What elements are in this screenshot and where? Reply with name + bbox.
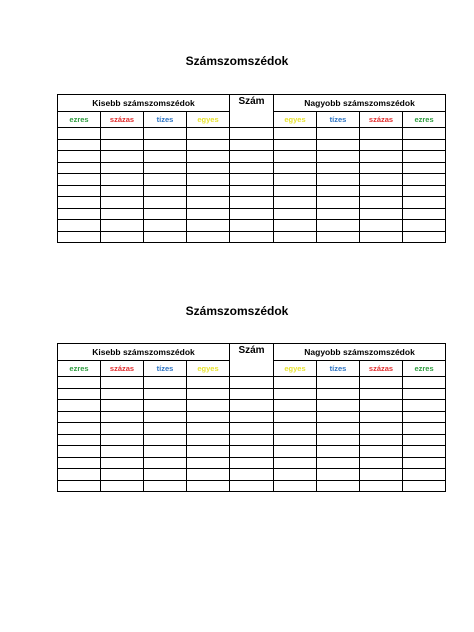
answer-row <box>58 400 446 412</box>
answer-cell[interactable] <box>274 446 317 458</box>
answer-row <box>58 162 446 174</box>
answer-cell[interactable] <box>101 469 144 481</box>
answer-cell[interactable] <box>360 162 403 174</box>
answer-cell[interactable] <box>360 208 403 220</box>
answer-cell[interactable] <box>403 434 446 446</box>
answer-cell[interactable] <box>317 480 360 492</box>
answer-cell[interactable] <box>230 446 274 458</box>
answer-row <box>58 457 446 469</box>
answer-cell[interactable] <box>274 434 317 446</box>
answer-cell[interactable] <box>403 400 446 412</box>
answer-cell[interactable] <box>144 457 187 469</box>
answer-cell[interactable] <box>274 480 317 492</box>
answer-cell[interactable] <box>187 457 230 469</box>
answer-cell[interactable] <box>317 220 360 232</box>
answer-cell[interactable] <box>58 411 101 423</box>
answer-cell[interactable] <box>144 469 187 481</box>
answer-cell[interactable] <box>317 423 360 435</box>
answer-cell[interactable] <box>317 231 360 243</box>
answer-row <box>58 434 446 446</box>
answer-cell[interactable] <box>360 457 403 469</box>
answer-cell[interactable] <box>58 469 101 481</box>
answer-cell[interactable] <box>144 162 187 174</box>
answer-cell[interactable] <box>360 151 403 163</box>
answer-cell[interactable] <box>360 434 403 446</box>
answer-cell[interactable] <box>144 377 187 389</box>
answer-cell[interactable] <box>360 197 403 209</box>
answer-cell[interactable] <box>58 220 101 232</box>
answer-cell[interactable] <box>101 220 144 232</box>
answer-cell[interactable] <box>230 434 274 446</box>
answer-cell[interactable] <box>101 231 144 243</box>
answer-cell[interactable] <box>144 208 187 220</box>
answer-cell[interactable] <box>144 139 187 151</box>
answer-cell[interactable] <box>187 162 230 174</box>
answer-cell[interactable] <box>101 128 144 140</box>
number-header: Szám <box>230 95 274 128</box>
answer-cell[interactable] <box>360 446 403 458</box>
answer-row <box>58 197 446 209</box>
answer-cell[interactable] <box>101 208 144 220</box>
answer-cell[interactable] <box>230 400 274 412</box>
answer-row <box>58 128 446 140</box>
answer-cell[interactable] <box>144 174 187 186</box>
answer-cell[interactable] <box>58 208 101 220</box>
answer-cell[interactable] <box>187 411 230 423</box>
answer-cell[interactable] <box>317 411 360 423</box>
answer-cell[interactable] <box>403 220 446 232</box>
answer-cell[interactable] <box>144 434 187 446</box>
answer-cell[interactable] <box>58 174 101 186</box>
number-header: Szám <box>230 344 274 377</box>
answer-cell[interactable] <box>58 434 101 446</box>
lower-neighbors-header: Kisebb számszomszédok <box>58 95 230 112</box>
answer-cell[interactable] <box>317 185 360 197</box>
answer-cell[interactable] <box>187 446 230 458</box>
answer-cell[interactable] <box>317 197 360 209</box>
answer-cell[interactable] <box>317 208 360 220</box>
answer-cell[interactable] <box>360 423 403 435</box>
column-header-hundreds: százas <box>101 361 144 377</box>
answer-cell[interactable] <box>403 446 446 458</box>
answer-cell[interactable] <box>144 185 187 197</box>
answer-cell[interactable] <box>360 400 403 412</box>
column-header-ones: egyes <box>187 361 230 377</box>
answer-cell[interactable] <box>101 197 144 209</box>
answer-cell[interactable] <box>274 139 317 151</box>
number-neighbors-table <box>57 343 446 492</box>
answer-cell[interactable] <box>101 162 144 174</box>
column-header-thousands: ezres <box>403 112 446 128</box>
answer-cell[interactable] <box>144 220 187 232</box>
answer-cell[interactable] <box>230 208 274 220</box>
answer-row <box>58 139 446 151</box>
answer-row <box>58 469 446 481</box>
answer-row <box>58 411 446 423</box>
answer-cell[interactable] <box>403 411 446 423</box>
answer-cell[interactable] <box>230 457 274 469</box>
answer-cell[interactable] <box>187 128 230 140</box>
number-neighbors-table <box>57 94 446 243</box>
answer-cell[interactable] <box>403 388 446 400</box>
answer-cell[interactable] <box>230 469 274 481</box>
sheet-title: Számszomszédok <box>185 54 289 68</box>
answer-cell[interactable] <box>101 388 144 400</box>
answer-cell[interactable] <box>58 139 101 151</box>
column-header-ones: egyes <box>274 112 317 128</box>
upper-neighbors-header: Nagyobb számszomszédok <box>274 344 446 361</box>
answer-cell[interactable] <box>403 208 446 220</box>
answer-cell[interactable] <box>274 400 317 412</box>
answer-cell[interactable] <box>187 174 230 186</box>
answer-cell[interactable] <box>360 388 403 400</box>
answer-cell[interactable] <box>187 377 230 389</box>
column-header-ones: egyes <box>274 361 317 377</box>
answer-cell[interactable] <box>274 197 317 209</box>
answer-cell[interactable] <box>101 411 144 423</box>
answer-row <box>58 231 446 243</box>
answer-cell[interactable] <box>360 220 403 232</box>
answer-cell[interactable] <box>58 377 101 389</box>
answer-cell[interactable] <box>187 185 230 197</box>
answer-cell[interactable] <box>101 423 144 435</box>
answer-cell[interactable] <box>187 139 230 151</box>
answer-cell[interactable] <box>230 185 274 197</box>
answer-cell[interactable] <box>101 185 144 197</box>
column-header-thousands: ezres <box>58 361 101 377</box>
answer-row <box>58 151 446 163</box>
column-header-thousands: ezres <box>58 112 101 128</box>
answer-cell[interactable] <box>144 231 187 243</box>
answer-cell[interactable] <box>187 423 230 435</box>
answer-cell[interactable] <box>144 400 187 412</box>
answer-cell[interactable] <box>58 423 101 435</box>
answer-cell[interactable] <box>403 457 446 469</box>
answer-cell[interactable] <box>230 162 274 174</box>
answer-cell[interactable] <box>274 423 317 435</box>
answer-cell[interactable] <box>317 388 360 400</box>
lower-neighbors-header: Kisebb számszomszédok <box>58 344 230 361</box>
answer-cell[interactable] <box>317 377 360 389</box>
upper-neighbors-header: Nagyobb számszomszédok <box>274 95 446 112</box>
answer-cell[interactable] <box>360 480 403 492</box>
answer-cell[interactable] <box>144 197 187 209</box>
answer-cell[interactable] <box>144 480 187 492</box>
answer-cell[interactable] <box>144 411 187 423</box>
column-header-thousands: ezres <box>403 361 446 377</box>
answer-cell[interactable] <box>187 220 230 232</box>
answer-cell[interactable] <box>58 400 101 412</box>
answer-cell[interactable] <box>274 174 317 186</box>
answer-cell[interactable] <box>187 208 230 220</box>
answer-cell[interactable] <box>274 469 317 481</box>
answer-cell[interactable] <box>230 220 274 232</box>
answer-row <box>58 208 446 220</box>
answer-cell[interactable] <box>187 151 230 163</box>
sheet-title: Számszomszédok <box>185 304 289 318</box>
answer-cell[interactable] <box>274 220 317 232</box>
answer-cell[interactable] <box>403 469 446 481</box>
answer-row <box>58 377 446 389</box>
answer-cell[interactable] <box>187 197 230 209</box>
answer-cell[interactable] <box>274 377 317 389</box>
answer-cell[interactable] <box>274 162 317 174</box>
column-header-tens: tízes <box>144 361 187 377</box>
answer-row <box>58 480 446 492</box>
answer-cell[interactable] <box>403 174 446 186</box>
answer-cell[interactable] <box>403 162 446 174</box>
answer-cell[interactable] <box>360 128 403 140</box>
answer-cell[interactable] <box>403 139 446 151</box>
answer-cell[interactable] <box>58 151 101 163</box>
answer-cell[interactable] <box>58 185 101 197</box>
answer-cell[interactable] <box>230 139 274 151</box>
answer-cell[interactable] <box>187 480 230 492</box>
answer-cell[interactable] <box>101 400 144 412</box>
answer-cell[interactable] <box>58 231 101 243</box>
column-header-tens: tízes <box>317 112 360 128</box>
column-header-tens: tízes <box>144 112 187 128</box>
answer-cell[interactable] <box>58 128 101 140</box>
answer-cell[interactable] <box>403 128 446 140</box>
answer-cell[interactable] <box>101 434 144 446</box>
answer-cell[interactable] <box>403 197 446 209</box>
answer-cell[interactable] <box>317 434 360 446</box>
answer-cell[interactable] <box>274 151 317 163</box>
answer-cell[interactable] <box>274 457 317 469</box>
answer-cell[interactable] <box>101 457 144 469</box>
answer-row <box>58 446 446 458</box>
answer-cell[interactable] <box>360 411 403 423</box>
answer-cell[interactable] <box>230 480 274 492</box>
answer-cell[interactable] <box>230 151 274 163</box>
answer-cell[interactable] <box>144 446 187 458</box>
answer-cell[interactable] <box>403 231 446 243</box>
answer-cell[interactable] <box>403 377 446 389</box>
answer-cell[interactable] <box>360 377 403 389</box>
answer-cell[interactable] <box>317 128 360 140</box>
answer-cell[interactable] <box>317 151 360 163</box>
answer-cell[interactable] <box>317 457 360 469</box>
answer-cell[interactable] <box>360 469 403 481</box>
answer-cell[interactable] <box>230 388 274 400</box>
answer-cell[interactable] <box>230 128 274 140</box>
answer-row <box>58 185 446 197</box>
answer-cell[interactable] <box>274 231 317 243</box>
answer-cell[interactable] <box>274 208 317 220</box>
answer-cell[interactable] <box>58 388 101 400</box>
answer-cell[interactable] <box>317 174 360 186</box>
answer-cell[interactable] <box>274 411 317 423</box>
answer-cell[interactable] <box>58 446 101 458</box>
answer-cell[interactable] <box>144 151 187 163</box>
column-header-hundreds: százas <box>360 361 403 377</box>
answer-cell[interactable] <box>230 174 274 186</box>
answer-cell[interactable] <box>101 174 144 186</box>
answer-cell[interactable] <box>101 139 144 151</box>
column-header-tens: tízes <box>317 361 360 377</box>
answer-row <box>58 388 446 400</box>
answer-cell[interactable] <box>187 434 230 446</box>
answer-cell[interactable] <box>187 469 230 481</box>
answer-row <box>58 423 446 435</box>
answer-cell[interactable] <box>274 388 317 400</box>
answer-cell[interactable] <box>360 231 403 243</box>
answer-cell[interactable] <box>58 197 101 209</box>
answer-cell[interactable] <box>317 162 360 174</box>
column-header-ones: egyes <box>187 112 230 128</box>
answer-cell[interactable] <box>187 400 230 412</box>
column-header-hundreds: százas <box>360 112 403 128</box>
answer-cell[interactable] <box>317 139 360 151</box>
column-header-hundreds: százas <box>101 112 144 128</box>
answer-cell[interactable] <box>360 174 403 186</box>
answer-cell[interactable] <box>58 480 101 492</box>
answer-cell[interactable] <box>403 185 446 197</box>
answer-cell[interactable] <box>230 377 274 389</box>
answer-cell[interactable] <box>144 388 187 400</box>
answer-cell[interactable] <box>144 128 187 140</box>
answer-row <box>58 220 446 232</box>
answer-cell[interactable] <box>274 128 317 140</box>
answer-cell[interactable] <box>101 480 144 492</box>
answer-cell[interactable] <box>360 185 403 197</box>
answer-rows <box>58 128 446 243</box>
answer-cell[interactable] <box>230 197 274 209</box>
answer-row <box>58 174 446 186</box>
answer-rows <box>58 377 446 492</box>
answer-cell[interactable] <box>230 423 274 435</box>
answer-cell[interactable] <box>58 457 101 469</box>
answer-cell[interactable] <box>317 469 360 481</box>
answer-cell[interactable] <box>144 423 187 435</box>
answer-cell[interactable] <box>58 162 101 174</box>
answer-cell[interactable] <box>230 411 274 423</box>
answer-cell[interactable] <box>403 151 446 163</box>
answer-cell[interactable] <box>403 480 446 492</box>
answer-cell[interactable] <box>101 151 144 163</box>
answer-cell[interactable] <box>317 400 360 412</box>
answer-cell[interactable] <box>317 446 360 458</box>
answer-cell[interactable] <box>230 231 274 243</box>
answer-cell[interactable] <box>187 231 230 243</box>
answer-cell[interactable] <box>360 139 403 151</box>
answer-cell[interactable] <box>101 377 144 389</box>
answer-cell[interactable] <box>187 388 230 400</box>
answer-cell[interactable] <box>403 423 446 435</box>
answer-cell[interactable] <box>101 446 144 458</box>
answer-cell[interactable] <box>274 185 317 197</box>
